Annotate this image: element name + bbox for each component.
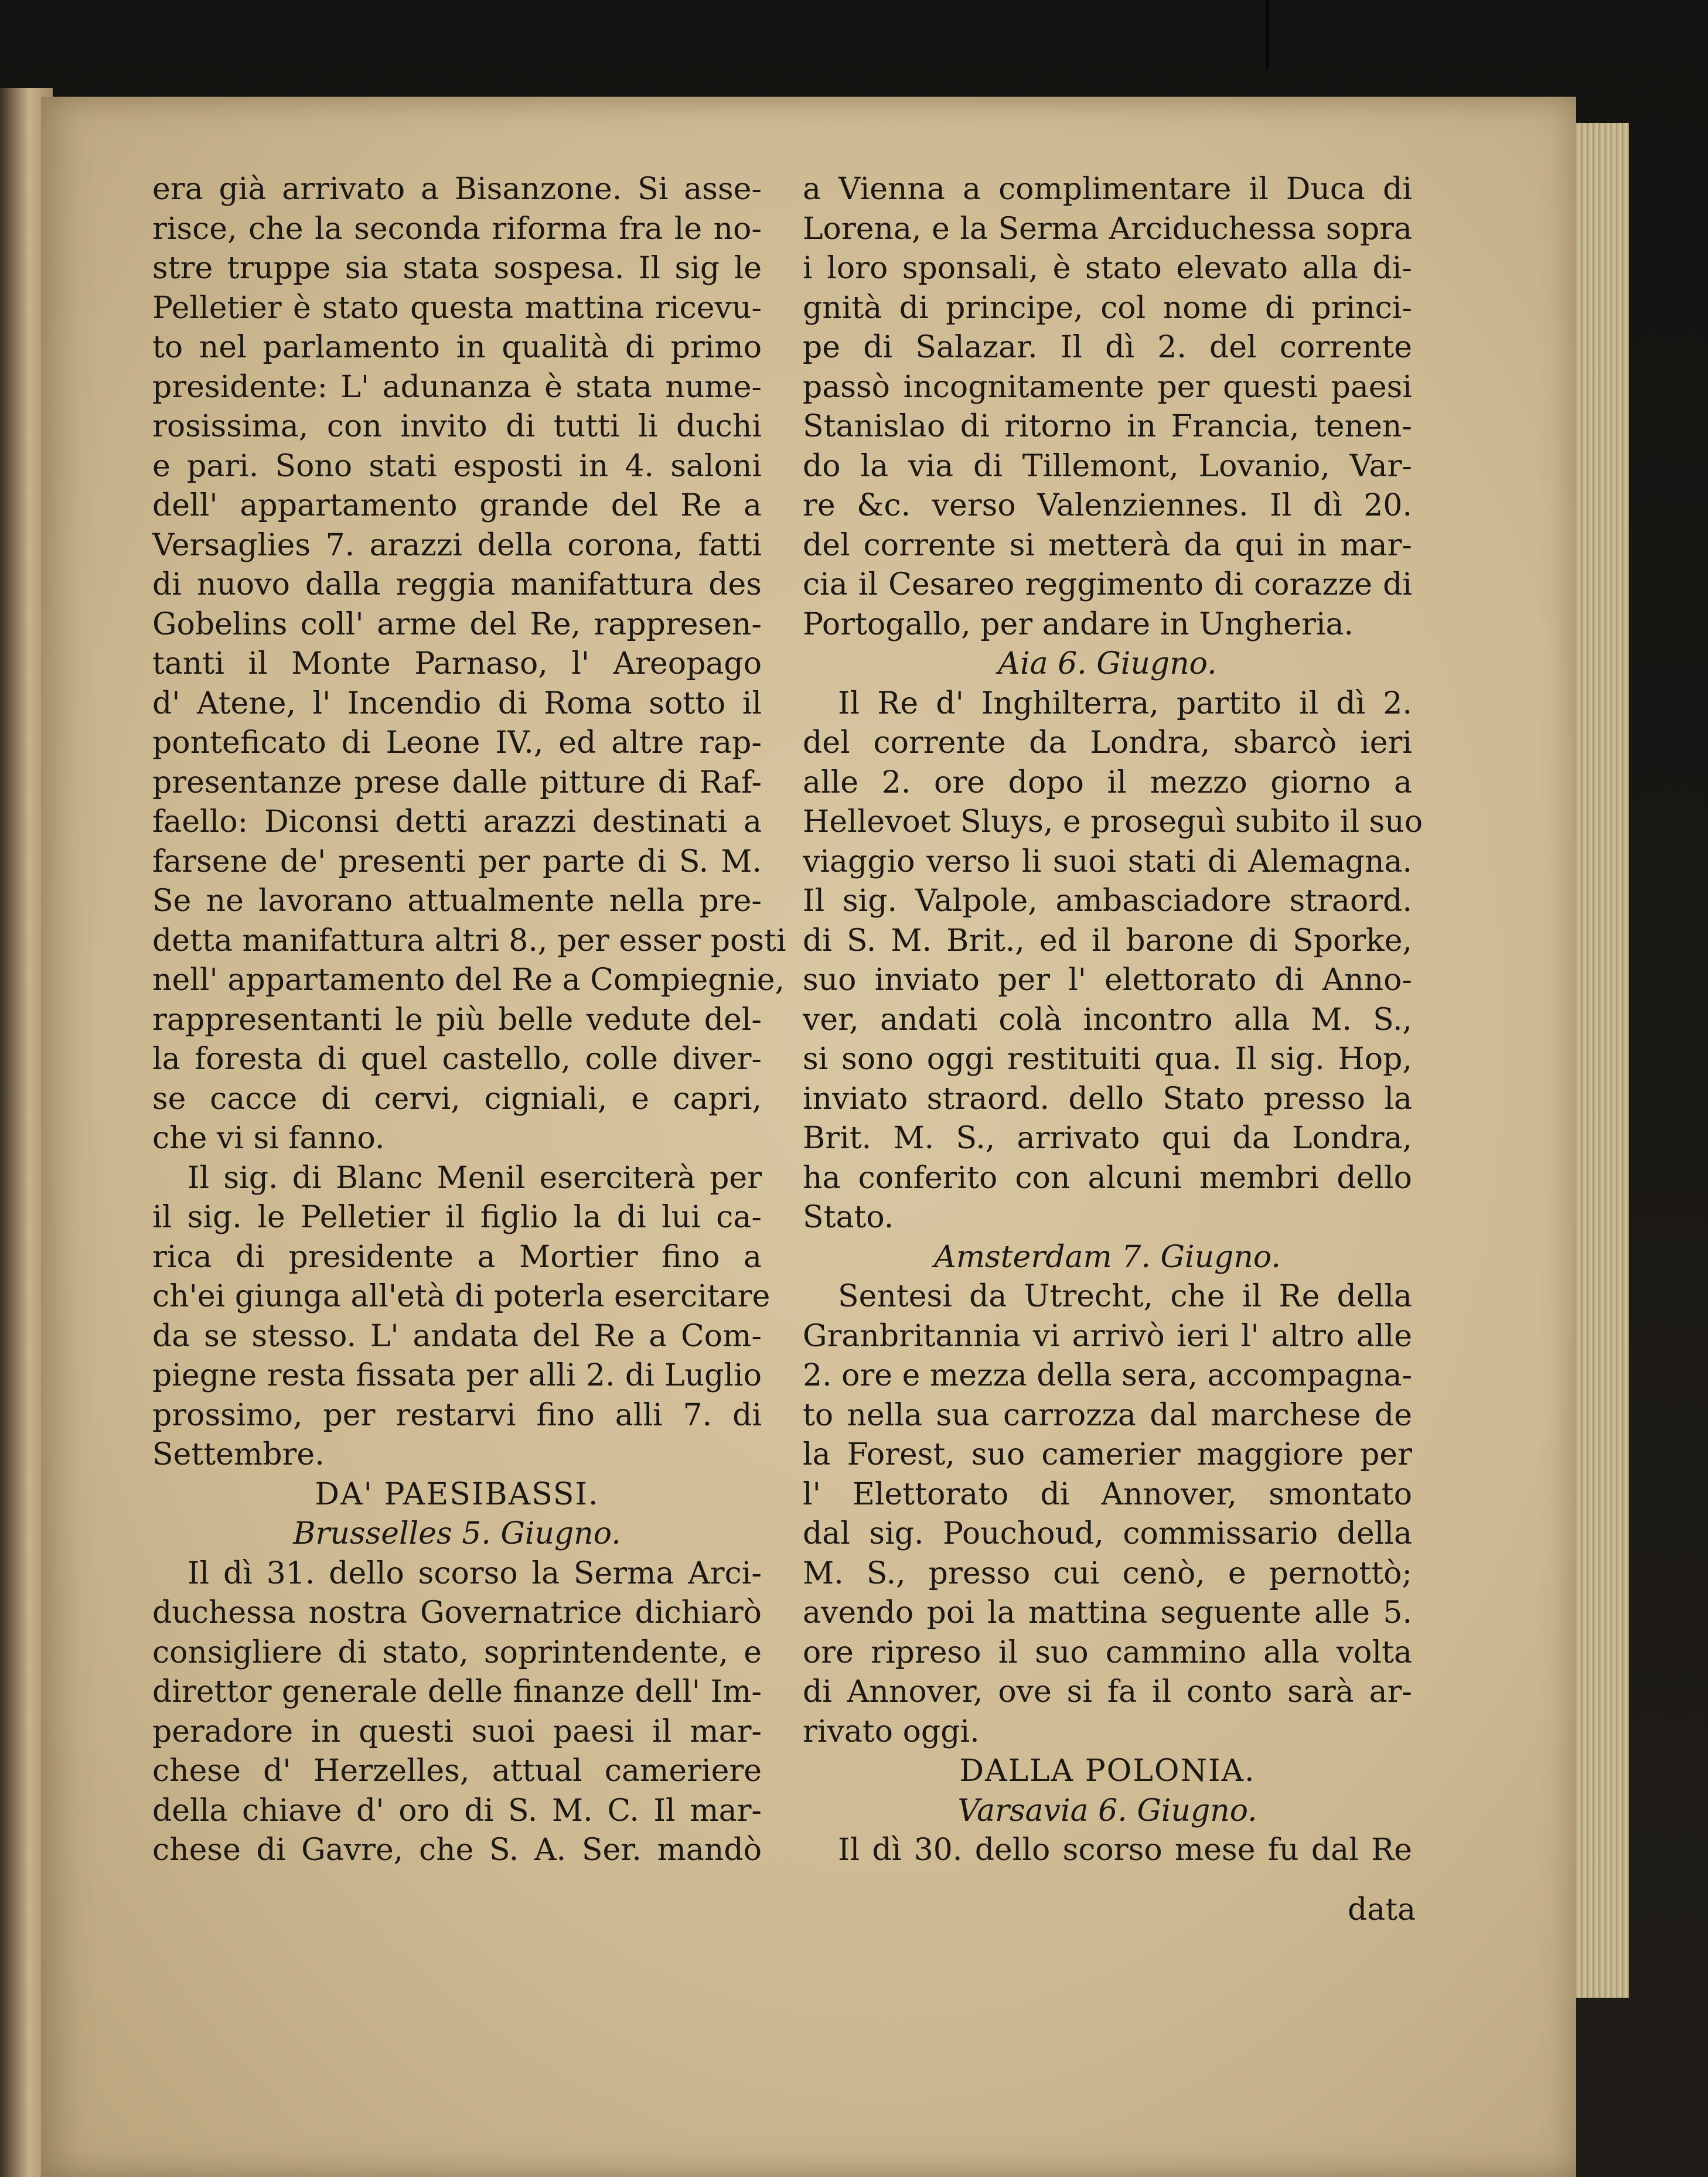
text-line: se cacce di cervi, cigniali, e capri,	[152, 1081, 762, 1117]
text-line: rosissima, con invito di tutti li duchi	[152, 409, 762, 444]
section-heading: DALLA POLONIA.	[959, 1753, 1256, 1789]
text-line: rappresentanti le più belle vedute del-	[152, 1002, 762, 1038]
section-heading: Brusselles 5. Giugno.	[293, 1516, 621, 1551]
text-line: tanti il Monte Parnaso, l' Areopago	[152, 646, 762, 681]
text-line: faello: Diconsi detti arazzi destinati a	[152, 804, 762, 840]
text-line: Il sig. di Blanc Menil eserciterà per	[187, 1160, 762, 1196]
text-line: da se stesso. L' andata del Re a Com-	[152, 1318, 762, 1354]
text-line: duchessa nostra Governatrice dichiarò	[152, 1595, 762, 1630]
text-line: chese di Gavre, che S. A. Ser. mandò	[152, 1833, 762, 1868]
text-line: Versaglies 7. arazzi della corona, fatti	[152, 527, 762, 563]
text-line: detta manifattura altri 8., per esser posti	[152, 923, 786, 958]
text-line: avendo poi la mattina seguente alle 5.	[803, 1595, 1412, 1630]
text-line: direttor generale delle finanze dell' Im-	[152, 1674, 762, 1709]
text-line: nell' appartamento del Re a Compiegnie,	[152, 963, 785, 998]
text-line: consigliere di stato, soprintendente, e	[152, 1635, 762, 1670]
section-heading: Varsavia 6. Giugno.	[957, 1793, 1257, 1828]
section-heading: DA' PAESIBASSI.	[315, 1476, 599, 1512]
text-line: Stanislao di ritorno in Francia, tenen-	[803, 409, 1412, 444]
text-line: peradore in questi suoi paesi il mar-	[152, 1714, 762, 1749]
text-line: risce, che la seconda riforma fra le no-	[152, 211, 762, 247]
text-line: Brit. M. S., arrivato qui da Londra,	[803, 1121, 1412, 1156]
text-line: la Forest, suo camerier maggiore per	[803, 1437, 1412, 1472]
text-line: ha conferito con alcuni membri dello	[803, 1160, 1412, 1196]
right-text-column	[803, 170, 1423, 1871]
text-line: pe di Salazar. Il dì 2. del corrente	[803, 330, 1412, 365]
text-line: del corrente da Londra, sbarcò ieri	[803, 725, 1412, 760]
text-line: di nuovo dalla reggia manifattura des	[152, 567, 762, 602]
section-heading: Aia 6. Giugno.	[998, 646, 1217, 681]
text-line: era già arrivato a Bisanzone. Si asse-	[152, 172, 762, 207]
text-line: Settembre.	[152, 1437, 325, 1472]
text-line: passò incognitamente per questi paesi	[803, 369, 1412, 405]
text-line: Hellevoet Sluys, e proseguì subito il suo	[803, 804, 1423, 840]
text-line: Granbritannia vi arrivò ieri l' altro alle	[803, 1318, 1412, 1354]
text-line: l' Elettorato di Annover, smontato	[803, 1476, 1412, 1512]
text-line: do la via di Tillemont, Lovanio, Var-	[803, 448, 1412, 484]
text-line: si sono oggi restituiti qua. Il sig. Hop,	[803, 1042, 1412, 1077]
text-line: Gobelins coll' arme del Re, rappresen-	[152, 606, 762, 642]
text-line: chese d' Herzelles, attual cameriere	[152, 1753, 762, 1789]
text-line: presentanze prese dalle pitture di Raf-	[152, 765, 762, 800]
text-line: dal sig. Pouchoud, commissario della	[803, 1516, 1412, 1551]
text-line: Il Re d' Inghilterra, partito il dì 2.	[838, 685, 1412, 721]
text-line: gnità di principe, col nome di princi-	[803, 290, 1412, 326]
text-line: piegne resta fissata per alli 2. di Luglio	[152, 1358, 762, 1393]
text-line: ch'ei giunga all'età di poterla esercitare	[152, 1279, 771, 1314]
text-line: dell' appartamento grande del Re a	[152, 488, 762, 523]
page-fore-edge	[1576, 123, 1629, 1998]
text-line: ponteficato di Leone IV., ed altre rap-	[152, 725, 762, 760]
text-line: 2. ore e mezza della sera, accompagna-	[803, 1358, 1413, 1393]
text-line: farsene de' presenti per parte di S. M.	[152, 844, 762, 879]
text-line: della chiave d' oro di S. M. C. Il mar-	[152, 1793, 762, 1828]
text-line: Il sig. Valpole, ambasciadore straord.	[803, 883, 1412, 919]
text-line: suo inviato per l' elettorato di Anno-	[803, 963, 1412, 998]
text-line: Il dì 30. dello scorso mese fu dal Re	[838, 1833, 1412, 1868]
text-line: Stato.	[803, 1200, 894, 1235]
text-line: Portogallo, per andare in Ungheria.	[803, 606, 1354, 642]
text-line: e pari. Sono stati esposti in 4. saloni	[152, 448, 762, 484]
text-line: re &c. verso Valenziennes. Il dì 20.	[803, 488, 1412, 523]
text-line: i loro sponsali, è stato elevato alla di-	[803, 251, 1412, 286]
text-line: rica di presidente a Mortier fino a	[152, 1239, 762, 1275]
catchword: data	[1348, 1892, 1416, 1927]
text-line: alle 2. ore dopo il mezzo giorno a	[803, 765, 1412, 800]
left-text-column	[152, 170, 786, 1871]
scan-artifact-line	[1266, 0, 1269, 70]
text-line: Se ne lavorano attualmente nella pre-	[152, 883, 762, 919]
text-line: d' Atene, l' Incendio di Roma sotto il	[152, 685, 762, 721]
text-line: prossimo, per restarvi fino alli 7. di	[152, 1397, 762, 1433]
text-line: a Vienna a complimentare il Duca di	[803, 172, 1412, 207]
text-line: inviato straord. dello Stato presso la	[803, 1081, 1412, 1117]
text-line: Pelletier è stato questa mattina ricevu-	[152, 290, 762, 326]
text-line: il sig. le Pelletier il figlio la di lui ca-	[152, 1200, 762, 1235]
text-line: to nella sua carrozza dal marchese de	[803, 1397, 1412, 1433]
text-line: che vi si fanno.	[152, 1121, 385, 1156]
text-line: la foresta di quel castello, colle diver-	[152, 1042, 762, 1077]
text-line: stre truppe sia stata sospesa. Il sig le	[152, 251, 762, 286]
text-line: ore ripreso il suo cammino alla volta	[803, 1635, 1412, 1670]
text-line: presidente: L' adunanza è stata nume-	[152, 369, 762, 405]
text-line: viaggio verso li suoi stati di Alemagna.	[803, 844, 1412, 879]
text-line: cia il Cesareo reggimento di corazze di	[803, 567, 1412, 602]
text-line: M. S., presso cui cenò, e pernottò;	[803, 1555, 1412, 1591]
text-line: Lorena, e la Serma Arciduchessa sopra	[803, 211, 1412, 247]
text-line: Il dì 31. dello scorso la Serma Arci-	[187, 1555, 762, 1591]
text-line: di Annover, ove si fa il conto sarà ar-	[803, 1674, 1412, 1709]
text-line: ver, andati colà incontro alla M. S.,	[803, 1002, 1412, 1038]
text-line: Sentesi da Utrecht, che il Re della	[838, 1279, 1412, 1314]
text-line: to nel parlamento in qualità di primo	[152, 330, 762, 365]
section-heading: Amsterdam 7. Giugno.	[934, 1239, 1281, 1275]
text-line: di S. M. Brit., ed il barone di Sporke,	[803, 923, 1412, 958]
text-line: rivato oggi.	[803, 1714, 980, 1749]
text-line: del corrente si metterà da qui in mar-	[803, 527, 1412, 563]
